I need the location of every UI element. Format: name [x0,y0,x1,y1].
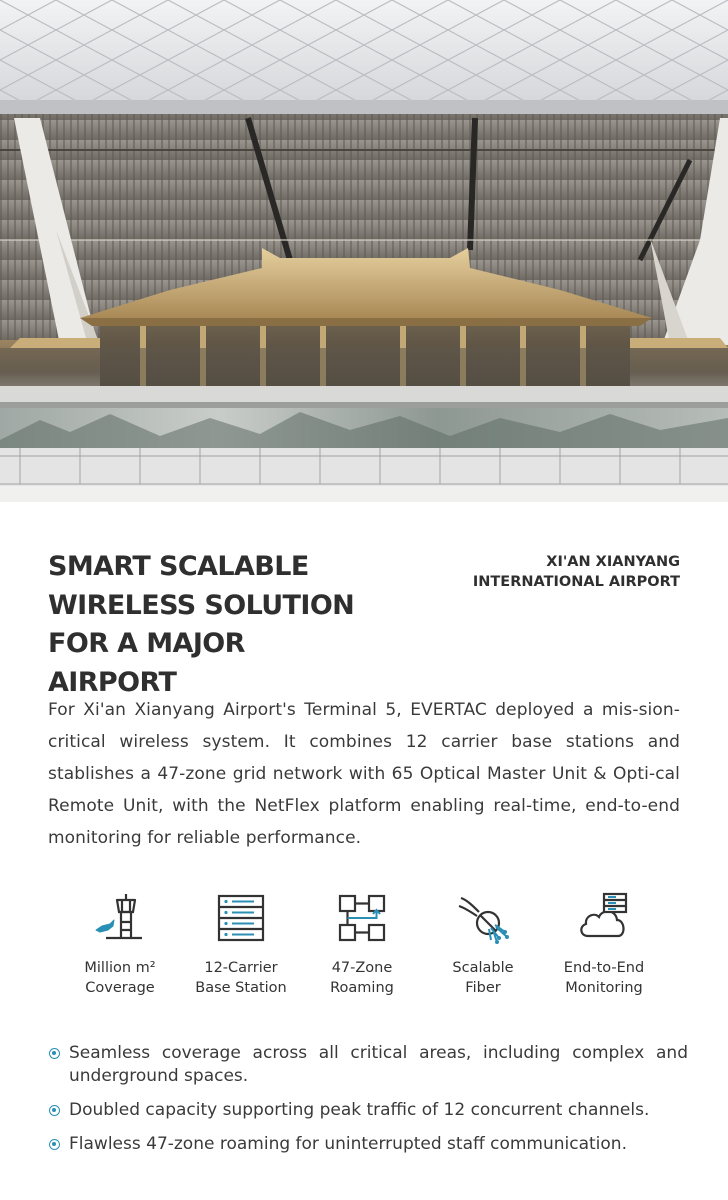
headline-line-3: FOR A MAJOR AIRPORT [48,628,245,698]
feature-monitoring-line-2: Monitoring [565,980,643,996]
feature-fiber-label [423,958,543,998]
feature-roaming-line-2: Roaming [330,980,394,996]
benefit-text: Seamless coverage across all critical areas, including complex and underground spaces. [69,1043,688,1086]
feature-roaming [302,888,422,1008]
benefit-item [48,1099,688,1122]
benefit-text: Doubled capacity supporting peak traffic of 12 concurrent channels. [69,1100,650,1120]
cloud-monitoring-icon [544,888,664,948]
bullet-icon [49,1139,60,1150]
feature-roaming-line-1: 47-Zone [331,960,393,976]
airport-tower-icon [60,888,180,948]
feature-base-station [181,888,301,1008]
benefit-item [48,1133,688,1156]
hero-image [0,0,728,502]
benefit-list [48,1042,688,1167]
feature-coverage-line-2: Coverage [85,980,155,996]
feature-fiber-line-1: Scalable [452,960,514,976]
fiber-icon [423,888,543,948]
feature-monitoring-label [544,958,664,998]
bullet-icon [49,1048,60,1059]
headline [48,548,378,702]
benefit-item [48,1042,688,1088]
headline-line-2: WIRELESS SOLUTION [48,589,355,621]
bullet-icon [49,1105,60,1116]
base-station-icon [181,888,301,948]
feature-coverage-line-1: Million m² [84,960,156,976]
airport-name [380,552,680,592]
airport-name-line-1: XI'AN XIANYANG [546,554,680,570]
feature-base-station-line-1: 12-Carrier [204,960,278,976]
feature-coverage [60,888,180,1008]
zone-grid-icon [302,888,422,948]
feature-fiber-line-2: Fiber [465,980,501,996]
feature-roaming-label [302,958,422,998]
benefit-text: Flawless 47-zone roaming for uninterrupted staff communication. [69,1134,627,1154]
feature-monitoring-line-1: End-to-End [563,960,645,976]
airport-terminal-illustration [0,0,728,502]
feature-base-station-line-2: Base Station [195,980,287,996]
feature-list [60,888,664,1008]
feature-monitoring [544,888,664,1008]
feature-fiber [423,888,543,1008]
airport-name-line-2: INTERNATIONAL AIRPORT [472,574,680,590]
feature-base-station-label [181,958,301,998]
description-paragraph: For Xi'an Xianyang Airport's Terminal 5, EVERTAC deployed a mis-sion-critical wireless system. It combines 12 carrier base stations and stablishes a 47-zone grid network with 65 Optical Master Unit & Opti-cal Remote Unit, with the NetFlex platform enabling real-time, end-to-end monitoring for reliable performance. [48,700,680,848]
headline-line-1: SMART SCALABLE [48,551,309,582]
feature-coverage-label [60,958,180,998]
